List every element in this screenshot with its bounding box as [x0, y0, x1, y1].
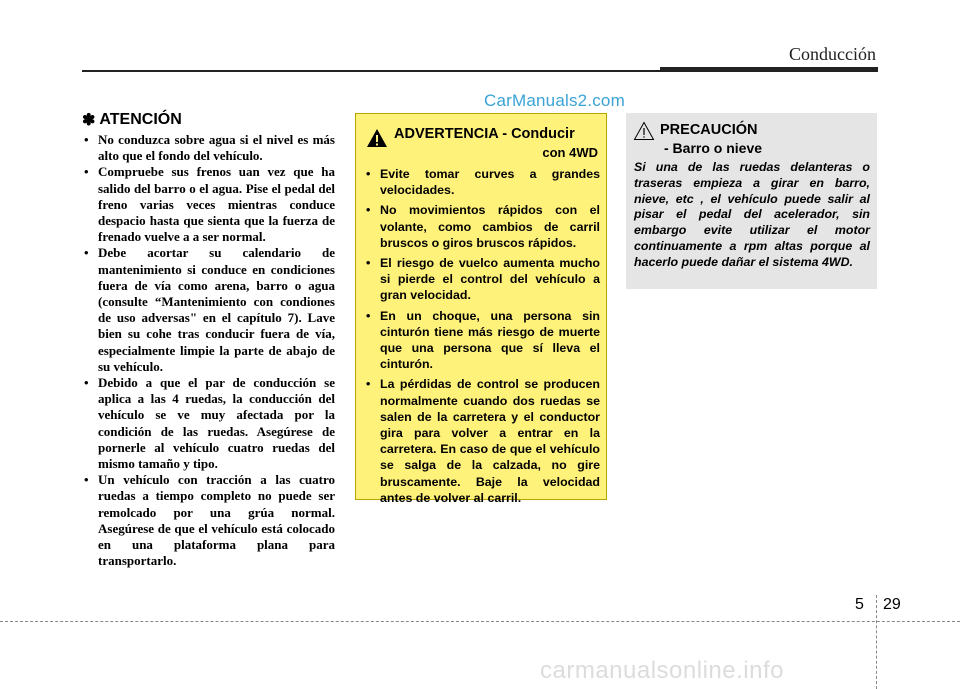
chapter-number: 5: [855, 596, 864, 613]
caution-title: PRECAUCIÓN: [660, 122, 758, 138]
attention-item: • Debido a que el par de conducción se aplica a las 4 ruedas, la conducción del vehículo se ve muy afectada por la condición de las ruedas. Asegúrese de pornerle al vehículo cuatro ruedas del mismo tamaño y tipo.: [82, 375, 335, 472]
attention-item: • Un vehículo con tracción a las cuatro ruedas a tiempo completo no puede ser remolcado por una grúa normal. Asegúrese de que el vehículo está colocado en una plataforma plana para transportarlo.: [82, 472, 335, 569]
header-rule-thin: [82, 70, 660, 72]
footer-divider: [0, 621, 960, 622]
warning-item: • No movimientos rápidos con el volante, como cambios de carril bruscos o giros bruscos rápidos.: [364, 202, 600, 251]
caution-triangle-outline-icon: [633, 121, 655, 141]
watermark-bottom-link[interactable]: carmanualsonline.info: [540, 657, 784, 684]
asterisk-icon: ✽: [82, 112, 96, 129]
warning-subtitle-part2: con 4WD: [542, 145, 598, 160]
warning-title: [394, 126, 575, 142]
caution-text: Si una de las ruedas delanteras o traseras empieza a girar en barro, nieve, etc , el vehículo puede salir al pisar el pedal del acelerador, sin embargo evite utilizar el motor continuamente a rpm altas porque al hacerlo puede dañar el sistema 4WD.: [634, 160, 870, 269]
section-title: Conducción: [789, 44, 876, 64]
warning-triangle-icon: [366, 128, 388, 148]
attention-section: [82, 110, 335, 569]
caution-box: [626, 113, 877, 289]
warning-item: • La pérdidas de control se producen normalmente cuando dos ruedas se salen de la carretera y el conductor gira para volver a entrar en la carretera. En caso de que el vehículo se salga de la calzada, no gire bruscamente. Baje la velocidad antes de volver al carril.: [364, 376, 600, 506]
warning-item: • Evite tomar curves a grandes velocidades.: [364, 166, 600, 198]
header-rule-thick: [660, 67, 878, 72]
attention-list: [82, 132, 335, 569]
attention-item: • Compruebe sus frenos uan vez que ha salido del barro o el agua. Pise el pedal del freno varias veces mientras conduce despacio hasta que sienta que la fuerza de frenado vuelve a a ser normal.: [82, 164, 335, 245]
warning-subtitle-part1: - Conducir: [498, 126, 575, 142]
warning-title-text: ADVERTENCIA: [394, 126, 499, 142]
watermark-top-link[interactable]: CarManuals2.com: [484, 91, 625, 110]
warning-box: [355, 113, 607, 505]
footer-vertical-divider: [876, 595, 877, 689]
page-number: 29: [883, 596, 901, 613]
attention-title: ATENCIÓN: [99, 111, 182, 128]
warning-item: • En un choque, una persona sin cinturón tiene más riesgo de muerte que una persona que sí lleva el cinturón.: [364, 308, 600, 373]
warning-list: [364, 166, 600, 510]
attention-item: • No conduzca sobre agua si el nivel es más alto que el fondo del vehículo.: [82, 132, 335, 164]
caution-subtitle: - Barro o nieve: [664, 140, 763, 156]
warning-item: • El riesgo de vuelco aumenta mucho si pierde el control del vehículo a gran velocidad.: [364, 255, 600, 304]
attention-heading: [82, 110, 335, 130]
attention-item: • Debe acortar su calendario de mantenimiento si conduce en condiciones fuera de vía como arena, barro o agua (consulte “Mantenimiento con condiones de uso adversas" en el capítulo 7). Lave bien su cohe tras conducir fuera de vía, especialmente limpie la parte de abajo de su vehículo.: [82, 245, 335, 375]
